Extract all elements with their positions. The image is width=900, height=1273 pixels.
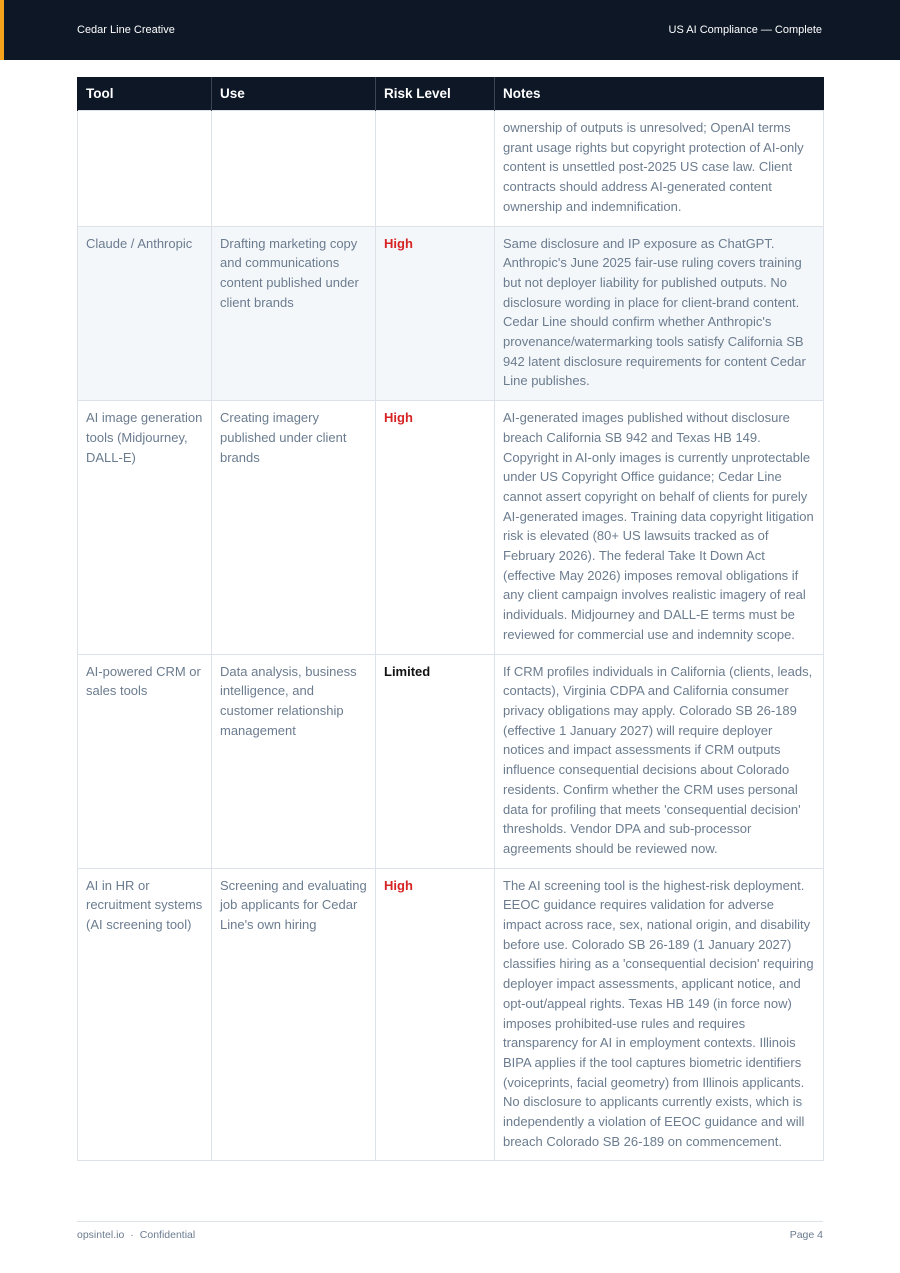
cell-notes: If CRM profiles individuals in California (clients, leads, contacts), Virginia CDPA and California consumer privacy obligations may apply. Colorado SB 26-189 (effective 1 January 2027) will require deployer notices and impact assessments if CRM outputs influence consequential decisions about Colorado residents. Confirm whether the CRM uses personal data for profiling that meets 'consequential decision' thresholds. Vendor DPA and sub-processor agreements should be reviewed now. (495, 654, 824, 868)
cell-tool: AI in HR or recruitment systems (AI screening tool) (78, 868, 212, 1161)
table-row (78, 111, 824, 227)
cell-use: Screening and evaluating job applicants for Cedar Line's own hiring (212, 868, 376, 1161)
cell-notes: The AI screening tool is the highest-risk deployment. EEOC guidance requires validation for adverse impact across race, sex, national origin, and disability before use. Colorado SB 26-189 (1 January 2027) classifies hiring as a 'consequential decision' requiring deployer impact assessments, applicant notice, and opt-out/appeal rights. Texas HB 149 (in force now) imposes prohibited-use rules and requires transparency for AI in employment contexts. Illinois BIPA applies if the tool captures biometric identifiers (voiceprints, facial geometry) from Illinois applicants. No disclosure to applicants currently exists, which is independently a violation of EEOC guidance and will breach Colorado SB 26-189 on commencement. (495, 868, 824, 1161)
cell-notes: ownership of outputs is unresolved; OpenAI terms grant usage rights but copyright protection of AI-only content is unsettled post-2025 US case law. Client contracts should address AI-generated content ownership and indemnification. (495, 111, 824, 227)
footer-separator: · (130, 1229, 134, 1241)
table-row (78, 226, 824, 401)
column-header-tool: Tool (78, 77, 212, 111)
footer-source (77, 1229, 195, 1241)
cell-risk-level: High (376, 226, 495, 401)
cell-use: Creating imagery published under client brands (212, 401, 376, 654)
cell-notes: Same disclosure and IP exposure as ChatGPT. Anthropic's June 2025 fair-use ruling covers training but not deployer liability for published outputs. No disclosure wording in place for client-brand content. Cedar Line should confirm whether Anthropic's provenance/watermarking tools satisfy California SB 942 latent disclosure requirements for content Cedar Line publishes. (495, 226, 824, 401)
cell-notes: AI-generated images published without disclosure breach California SB 942 and Texas HB 149. Copyright in AI-only images is currently unprotectable under US Copyright Office guidance; Cedar Line cannot assert copyright on behalf of clients for purely AI-generated images. Training data copyright litigation risk is elevated (80+ US lawsuits tracked as of February 2026). The federal Take It Down Act (effective May 2026) imposes removal obligations if any client campaign involves realistic imagery of real individuals. Midjourney and DALL-E terms must be reviewed for commercial use and indemnity scope. (495, 401, 824, 654)
cell-use (212, 111, 376, 227)
table-row (78, 654, 824, 868)
company-name: Cedar Line Creative (77, 24, 175, 36)
header-accent-bar (0, 0, 4, 60)
table-row (78, 868, 824, 1161)
table-row (78, 401, 824, 654)
cell-risk-level: High (376, 868, 495, 1161)
cell-tool: AI image generation tools (Midjourney, DALL-E) (78, 401, 212, 654)
cell-use: Drafting marketing copy and communications content published under client brands (212, 226, 376, 401)
document-title: US AI Compliance — Complete (668, 24, 822, 36)
cell-risk-level (376, 111, 495, 227)
cell-tool: Claude / Anthropic (78, 226, 212, 401)
ai-tools-risk-table (77, 77, 824, 1161)
cell-risk-level: High (376, 401, 495, 654)
cell-risk-level: Limited (376, 654, 495, 868)
cell-tool (78, 111, 212, 227)
footer-divider (77, 1221, 823, 1222)
page-header (0, 0, 900, 60)
column-header-notes: Notes (495, 77, 824, 111)
column-header-use: Use (212, 77, 376, 111)
page-number: Page 4 (789, 1229, 823, 1241)
cell-tool: AI-powered CRM or sales tools (78, 654, 212, 868)
table-header-row (78, 77, 824, 111)
footer-confidential: Confidential (139, 1229, 196, 1241)
column-header-risk-level: Risk Level (376, 77, 495, 111)
footer-site: opsintel.io (77, 1229, 125, 1241)
cell-use: Data analysis, business intelligence, and customer relationship management (212, 654, 376, 868)
